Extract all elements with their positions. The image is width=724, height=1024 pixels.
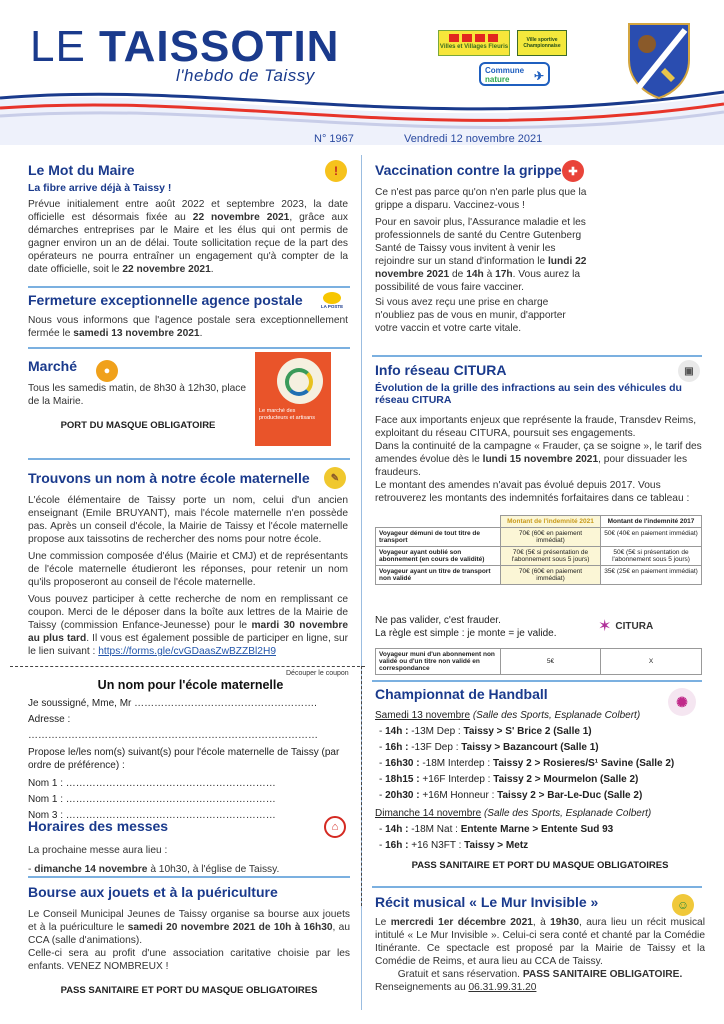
coupon-name-field[interactable]: Je soussigné, Mme, Mr ………………………………………………. bbox=[28, 698, 317, 709]
section-body: Vous pouvez participer à cette recherche de nom en remplissant ce coupon. Merci de le déposer dans la boîte aux lettres de la Mairie de Taissy (commission Enfance-Jeunesse) pour le mardi 30 novembre au plus tard. Il vous est également possible de participer en ligne, sur le lien suivant : https://forms.gle/cvGDaasZwBZZBl2H9 bbox=[28, 594, 349, 657]
handball-match: - 14h : -13M Dep : Taissy > S' Brice 2 (Salle 1) bbox=[379, 726, 592, 737]
handball-match: - 16h : +16 N3FT : Taissy > Metz bbox=[379, 840, 529, 851]
match-category: +16 N3FT : bbox=[408, 840, 465, 851]
section-title: Marché bbox=[28, 358, 78, 374]
match-category: +16M Honneur : bbox=[419, 790, 498, 801]
commune-nature-badge: Commune nature ✈ bbox=[479, 62, 550, 86]
market-poster: Le marché des producteurs et artisans bbox=[255, 352, 331, 446]
villes-fleuris-badge: Villes et Villages Fleuris bbox=[438, 30, 510, 56]
table-header-cell: Montant de l'indemnité 2021 bbox=[501, 516, 601, 528]
match-time: 18h15 : bbox=[385, 774, 420, 785]
match-teams: Taissy > Metz bbox=[464, 840, 529, 851]
section-body: La prochaine messe aura lieu : bbox=[28, 845, 168, 856]
page-title: LE TAISSOTIN bbox=[30, 22, 340, 71]
section-title: Vaccination contre la grippe bbox=[375, 162, 562, 178]
section-body: Nous vous informons que l'agence postale sera exceptionnellement fermée le samedi 13 novembre 2021. bbox=[28, 315, 348, 339]
match-category: +16F Interdep : bbox=[419, 774, 494, 785]
match-time: 16h30 : bbox=[385, 758, 420, 769]
handball-player-icon: ✺ bbox=[668, 688, 696, 716]
match-teams: Taissy > Bazancourt (Salle 1) bbox=[461, 742, 599, 753]
section-recit bbox=[375, 894, 705, 994]
citura-logo: ✶ CITURA bbox=[598, 618, 654, 635]
section-mot-du-maire bbox=[28, 162, 348, 276]
section-body: Celle-ci sera au profit d'une association caritative choisie par les enfants. VENEZ NOMBREUX ! bbox=[28, 948, 350, 972]
match-category: -18M Interdep : bbox=[419, 758, 493, 769]
match-category: -13F Dep : bbox=[408, 742, 462, 753]
section-title: Info réseau CITURA bbox=[375, 362, 507, 378]
table-row: Voyageur ayant oublié son abonnement (en cours de validité) 70€ (5€ si présentation de l'abonnement sous 5 jours) 50€ (5€ si présentation de l'abonnement sous 5 jours) bbox=[376, 547, 702, 566]
coat-of-arms bbox=[625, 20, 693, 100]
section-handball bbox=[375, 686, 705, 871]
table-row: Voyageur ayant un titre de transport non validé 70€ (60€ en paiement immédiat) 35€ (25€ en paiement immédiat) bbox=[376, 566, 702, 585]
bus-icon: ▣ bbox=[678, 360, 700, 382]
handball-match: - 18h15 : +16F Interdep : Taissy 2 > Mourmelon (Salle 2) bbox=[379, 774, 639, 785]
pass-notice: PASS SANITAIRE ET PORT DU MASQUE OBLIGATOIRES bbox=[411, 860, 669, 871]
table-row: Voyageur démuni de tout titre de transport 70€ (60€ en paiement immédiat) 50€ (40€ en paiement immédiat) bbox=[376, 528, 702, 547]
section-title: Horaires des messes bbox=[28, 818, 169, 834]
section-body: L'école élémentaire de Taissy porte un nom, celui d'un ancien enseignant (Emile BRUYANT), mais l'école maternelle n'en possède pas. Après un conseil d'école, la Mairie de Taissy et l'école maternelle propose aux taissotins de rechercher des noms pour notre école. bbox=[28, 495, 348, 545]
section-ecole bbox=[28, 470, 348, 658]
match-category: -13M Dep : bbox=[408, 726, 464, 737]
section-poste bbox=[28, 292, 348, 340]
match-category: -18M Nat : bbox=[408, 824, 461, 835]
section-body: - dimanche 14 novembre à 10h30, à l'église de Taissy. bbox=[28, 864, 280, 875]
coupon-address-field[interactable]: Adresse : …………………………………………………………………………… bbox=[28, 714, 318, 741]
coupon-instructions: Propose le/les nom(s) suivant(s) pour l'école maternelle de Taissy (par ordre de préférence) : bbox=[28, 747, 340, 771]
table-header-cell: Montant de l'indemnité 2017 bbox=[601, 516, 702, 528]
section-marche bbox=[28, 358, 248, 431]
school-icon: ✎ bbox=[324, 467, 346, 489]
match-teams: Entente Marne > Entente Sud 93 bbox=[460, 824, 614, 835]
issue-date: Vendredi 12 novembre 2021 bbox=[404, 133, 543, 145]
section-messes bbox=[28, 818, 348, 876]
handball-day1: Samedi 13 novembre (Salle des Sports, Esplanade Colbert) bbox=[375, 710, 641, 721]
fines-table-extra bbox=[375, 648, 702, 675]
citura-star-icon: ✶ bbox=[598, 618, 612, 635]
handball-match-list bbox=[375, 822, 705, 854]
section-divider bbox=[372, 886, 702, 888]
match-time: 14h : bbox=[385, 824, 409, 835]
online-form-link[interactable]: https://forms.gle/cvGDaasZwBZZBl2H9 bbox=[98, 646, 276, 657]
match-time: 16h : bbox=[385, 742, 409, 753]
table-row: Voyageur muni d'un abonnement non validé ou d'un titre non validé en correspondance 5€ X bbox=[376, 649, 702, 675]
section-title: Fermeture exceptionnelle agence postale bbox=[28, 292, 303, 308]
section-body: Face aux importants enjeux que représente la fraude, Transdev Reims, exploitant du réseau CITURA, poursuit ses engagements. bbox=[375, 415, 697, 439]
ville-sportive-badge: Ville sportive Championnaise bbox=[517, 30, 567, 56]
section-body: Renseignements au 06.31.99.31.20 bbox=[375, 982, 537, 993]
bird-icon: ✈ bbox=[533, 69, 544, 83]
section-body: Une commission composée d'élus (Mairie et CMJ) et de représentants de l'école maternelle étudieront les réponses, pour retenir un nom qu'ils proposeront au conseil de l'école maternelle. bbox=[28, 551, 348, 588]
mask-notice: PORT DU MASQUE OBLIGATOIRE bbox=[60, 420, 216, 431]
match-time: 14h : bbox=[385, 726, 409, 737]
section-citura bbox=[375, 362, 705, 505]
match-teams: Taissy 2 > Rosieres/S¹ Savine (Salle 2) bbox=[492, 758, 675, 769]
match-teams: Taissy 2 > Mourmelon (Salle 2) bbox=[493, 774, 639, 785]
section-title: Championnat de Handball bbox=[375, 686, 548, 702]
handball-match: - 16h : -13F Dep : Taissy > Bazancourt (Salle 1) bbox=[379, 742, 599, 753]
church-icon: ⌂ bbox=[324, 816, 346, 838]
pass-notice: PASS SANITAIRE ET PORT DU MASQUE OBLIGATOIRES bbox=[60, 985, 318, 996]
handball-day2: Dimanche 14 novembre (Salle des Sports, Esplanade Colbert) bbox=[375, 808, 652, 819]
coupon-cutline bbox=[10, 666, 365, 667]
table-header-cell bbox=[376, 516, 501, 528]
section-body: Gratuit et sans réservation. PASS SANITAIRE OBLIGATOIRE. bbox=[397, 969, 683, 980]
section-body: Si vous avez reçu une prise en charge n'oubliez pas de vous en munir, d'apporter votre vaccin et votre carte vitale. bbox=[375, 297, 566, 334]
coupon-nom2-field[interactable]: Nom 1 : ……………………………………………………… bbox=[28, 794, 276, 805]
syringe-icon: ✚ bbox=[562, 160, 584, 182]
section-body: Dans la continuité de la campagne « Frauder, ça se soigne », le tarif des amendes évolue dès le lundi 15 novembre 2021, pour dissuader les fraudeurs. bbox=[375, 441, 702, 478]
section-body: Tous les samedis matin, de 8h30 à 12h30, place de la Mairie. bbox=[28, 383, 247, 407]
section-divider bbox=[28, 458, 350, 460]
section-subtitle: Évolution de la grille des infractions au sein des véhicules du réseau CITURA bbox=[375, 382, 682, 406]
section-subtitle: La fibre arrive déjà à Taissy ! bbox=[28, 182, 172, 194]
coupon-form bbox=[28, 678, 353, 824]
masthead bbox=[0, 0, 724, 145]
section-body: Le mercredi 1er décembre 2021, à 19h30, aura lieu un récit musical intitulé « Le Mur Invisible ». Celui-ci sera conté et chanté par la Comédie Itinérante. Ce spectacle est proposé par la Mairie de Taissy et la Comédie de Reims, et aura lieu au CCA de Taissy. bbox=[375, 917, 705, 967]
section-title: Bourse aux jouets et à la puériculture bbox=[28, 884, 278, 900]
handball-match-list bbox=[375, 724, 705, 804]
section-body: Ce n'est pas parce qu'on n'en parle plus que la grippe a disparu. Vaccinez-vous ! bbox=[375, 187, 587, 211]
section-body: Le Conseil Municipal Jeunes de Taissy organise sa bourse aux jouets et à la puériculture le samedi 20 novembre 2021 de 10h à 16h30, au CCA (salle d'animations). bbox=[28, 909, 350, 946]
match-time: 20h30 : bbox=[385, 790, 420, 801]
location-pin-icon: ● bbox=[96, 360, 118, 382]
handball-match: - 16h30 : -18M Interdep : Taissy 2 > Rosieres/S¹ Savine (Salle 2) bbox=[379, 758, 675, 769]
fines-table bbox=[375, 515, 702, 585]
match-teams: Taissy > S' Brice 2 (Salle 1) bbox=[463, 726, 592, 737]
handball-match: - 20h30 : +16M Honneur : Taissy 2 > Bar-Le-Duc (Salle 2) bbox=[379, 790, 643, 801]
section-body: Pour en savoir plus, l'Assurance maladie et les professionnels de santé du Centre Gutenberg Santé de Taissy vous invitent à venir les rejoindre sur un stand d'information le lundi 22 novembre 2021 de 14h à 17h. Vous aurez la possibilité de vous faire vacciner. bbox=[375, 217, 587, 293]
page-subtitle: l'hebdo de Taissy bbox=[176, 66, 315, 85]
coupon-nom1-field[interactable]: Nom 1 : ……………………………………………………… bbox=[28, 778, 276, 789]
theater-masks-icon: ☺ bbox=[672, 894, 694, 916]
coupon-nom3-field[interactable]: Nom 3 : ……………………………………………………… bbox=[28, 810, 276, 821]
handball-match: - 14h : -18M Nat : Entente Marne > Entente Sud 93 bbox=[379, 824, 614, 835]
match-teams: Taissy 2 > Bar-Le-Duc (Salle 2) bbox=[497, 790, 643, 801]
section-divider bbox=[28, 286, 350, 288]
section-bourse bbox=[28, 884, 350, 996]
section-vaccin bbox=[375, 162, 590, 335]
section-divider bbox=[372, 355, 702, 357]
coupon-title: Un nom pour l'école maternelle bbox=[97, 678, 284, 692]
coupon-cutline-vertical bbox=[361, 666, 362, 906]
section-body: Prévue initialement entre août 2022 et septembre 2023, la date officielle est désormais fixée au 22 novembre 2021, grâce aux démarches entreprises par le Maire et les élus qui ont permis de gagner environ un an de délai. Toute sollicitation reçue de la part des opérateurs ne pourra entraîner un engagement qu'à compter de la date officielle, soit le 22 novembre 2021. bbox=[28, 199, 348, 275]
warning-icon: ! bbox=[325, 160, 347, 182]
match-time: 16h : bbox=[385, 840, 409, 851]
issue-number: N° 1967 bbox=[314, 133, 354, 145]
section-title: Le Mot du Maire bbox=[28, 162, 135, 178]
citura-slogan: Ne pas valider, c'est frauder. La règle est simple : je monte = je valide. bbox=[375, 615, 557, 639]
section-title: Récit musical « Le Mur Invisible » bbox=[375, 894, 599, 910]
phone-link[interactable]: 06.31.99.31.20 bbox=[468, 982, 537, 993]
section-divider bbox=[372, 680, 702, 682]
cut-label: Découper le coupon bbox=[286, 670, 349, 677]
section-divider bbox=[28, 347, 350, 349]
la-poste-logo: LA POSTE bbox=[318, 292, 346, 314]
section-title: Trouvons un nom à notre école maternelle bbox=[28, 470, 310, 486]
section-body: Le montant des amendes n'avait pas évolué depuis 2017. Vous retrouverez les montants des indemnités forfaitaires dans ce tableau : bbox=[375, 480, 690, 504]
section-divider bbox=[28, 876, 350, 878]
